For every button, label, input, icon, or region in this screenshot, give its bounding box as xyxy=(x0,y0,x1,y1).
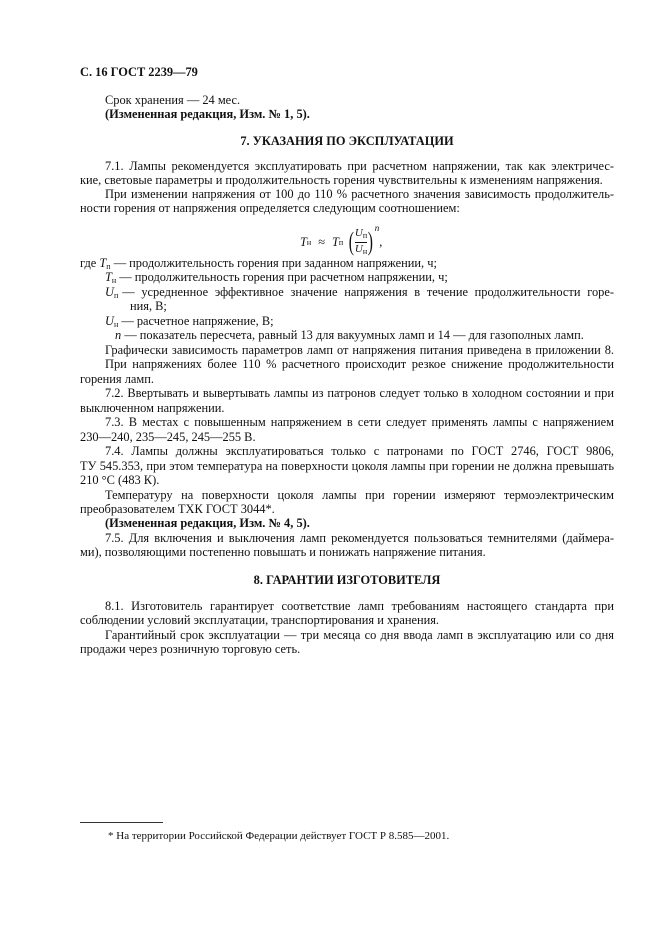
paragraph-line: 230—240, 235—245, 245—255 В. xyxy=(80,430,256,444)
paragraph-line: ми), позволяющими постепенно повышать и понижать напряжение питания. xyxy=(80,545,486,559)
where-prefix: где xyxy=(80,256,97,270)
variable-definition: — показатель пересчета, равный 13 для вакуумных ламп и 14 — для газополных ламп. xyxy=(124,328,584,342)
where-item-continuation: ния, В; xyxy=(130,299,167,313)
paragraph-line: ности горения от напряжения определяется следующим соотношением: xyxy=(80,201,460,215)
paragraph-line: ТУ 545.353, при этом температура на поверхности цоколя лампы при горении не должна превышать xyxy=(80,459,614,473)
paragraph-line: горения ламп. xyxy=(80,372,154,386)
paragraph-line: 7.5. Для включения и выключения ламп рекомендуется пользоваться темнителями (даймера- xyxy=(105,531,614,545)
formula-fraction xyxy=(355,227,367,258)
formula-symbol: T xyxy=(332,234,339,249)
paragraph-line: 7.3. В местах с повышенным напряжением в сети следует применять лампы с напряжением xyxy=(105,415,614,429)
amendment-note: (Измененная редакция, Изм. № 1, 5). xyxy=(105,107,310,121)
page-header: С. 16 ГОСТ 2239—79 xyxy=(80,65,198,79)
formula-comma: , xyxy=(379,234,383,249)
where-item xyxy=(80,256,437,270)
footnote-divider xyxy=(80,822,163,823)
paragraph-line: преобразователем ТХК ГОСТ 3044*. xyxy=(80,502,275,516)
where-item xyxy=(105,270,448,284)
formula-subscript: п xyxy=(362,230,368,240)
paragraph-line: При напряжениях более 110 % расчетного происходит резкое снижение продолжительности xyxy=(105,357,614,371)
paragraph-line: соблюдении условий эксплуатации, транспортирования и хранения. xyxy=(80,613,440,627)
section-8-heading: 8. ГАРАНТИИ ИЗГОТОВИТЕЛЯ xyxy=(253,573,441,587)
variable-definition: — продолжительность горения при заданном напряжении, ч; xyxy=(113,256,437,270)
variable-definition: — продолжительность горения при расчетном напряжении, ч; xyxy=(119,270,448,284)
amendment-note: (Измененная редакция, Изм. № 4, 5). xyxy=(105,516,310,530)
variable-symbol: T xyxy=(105,270,112,284)
variable-symbol: n xyxy=(115,328,122,342)
formula-subscript: н xyxy=(306,237,312,247)
formula-exponent: n xyxy=(374,223,380,233)
variable-subscript: н xyxy=(113,320,119,329)
variable-subscript: п xyxy=(106,262,111,271)
paragraph-line: Графически зависимость параметров ламп от напряжения питания приведена в приложении 8. xyxy=(105,343,614,357)
formula-paren: ) xyxy=(367,227,374,256)
paragraph-line: Гарантийный срок эксплуатации — три месяца со дня ввода ламп в эксплуатацию или со дня xyxy=(105,628,614,642)
storage-term: Срок хранения — 24 мес. xyxy=(105,93,241,107)
paragraph-line: 210 °С (483 К). xyxy=(80,473,160,487)
paragraph-line: продажи через розничную торговую сеть. xyxy=(80,642,301,656)
variable-subscript: п xyxy=(113,291,119,300)
variable-definition: — расчетное напряжение, В; xyxy=(121,314,274,328)
lifetime-formula xyxy=(300,225,382,259)
paragraph-line: 7.1. Лампы рекомендуется эксплуатировать при расчетном напряжении, так как электричес- xyxy=(105,159,614,173)
variable-symbol: U xyxy=(105,285,114,299)
formula-symbol: U xyxy=(354,226,363,239)
formula-subscript: н xyxy=(362,246,368,256)
paragraph-line: При изменении напряжения от 100 до 110 % расчетного значения зависимость продолжитель- xyxy=(105,187,614,201)
where-item xyxy=(105,314,274,328)
formula-relation: ≈ xyxy=(318,234,325,249)
formula-symbol: T xyxy=(300,234,307,249)
formula-subscript: п xyxy=(338,237,344,247)
formula-symbol: U xyxy=(354,242,363,255)
section-7-heading: 7. УКАЗАНИЯ ПО ЭКСПЛУАТАЦИИ xyxy=(240,134,454,148)
variable-definition: — усредненное эффективное значение напряжения в течение продолжительности горе- xyxy=(122,285,614,299)
where-item xyxy=(115,328,584,342)
formula-paren: ( xyxy=(348,227,355,256)
variable-symbol: U xyxy=(105,314,114,328)
paragraph-line: 8.1. Изготовитель гарантирует соответствие ламп требованиям настоящего стандарта при xyxy=(105,599,614,613)
paragraph-line: 7.4. Лампы должны эксплуатироваться только с патронами по ГОСТ 2746, ГОСТ 9806, xyxy=(105,444,614,458)
variable-subscript: н xyxy=(111,276,117,285)
paragraph-line: 7.2. Ввертывать и вывертывать лампы из патронов следует только в холодном состоянии и при xyxy=(105,386,614,400)
variable-symbol: T xyxy=(99,256,107,270)
paragraph-line: Температуру на поверхности цоколя лампы при горении измеряют термоэлектрическим xyxy=(105,488,614,502)
footnote: * На территории Российской Федерации действует ГОСТ Р 8.585—2001. xyxy=(108,830,450,842)
paragraph-line: кие, световые параметры и продолжительность горения чувствительны к изменениям напряжения. xyxy=(80,173,603,187)
paragraph-line: выключенном напряжении. xyxy=(80,401,225,415)
where-item xyxy=(105,285,614,299)
